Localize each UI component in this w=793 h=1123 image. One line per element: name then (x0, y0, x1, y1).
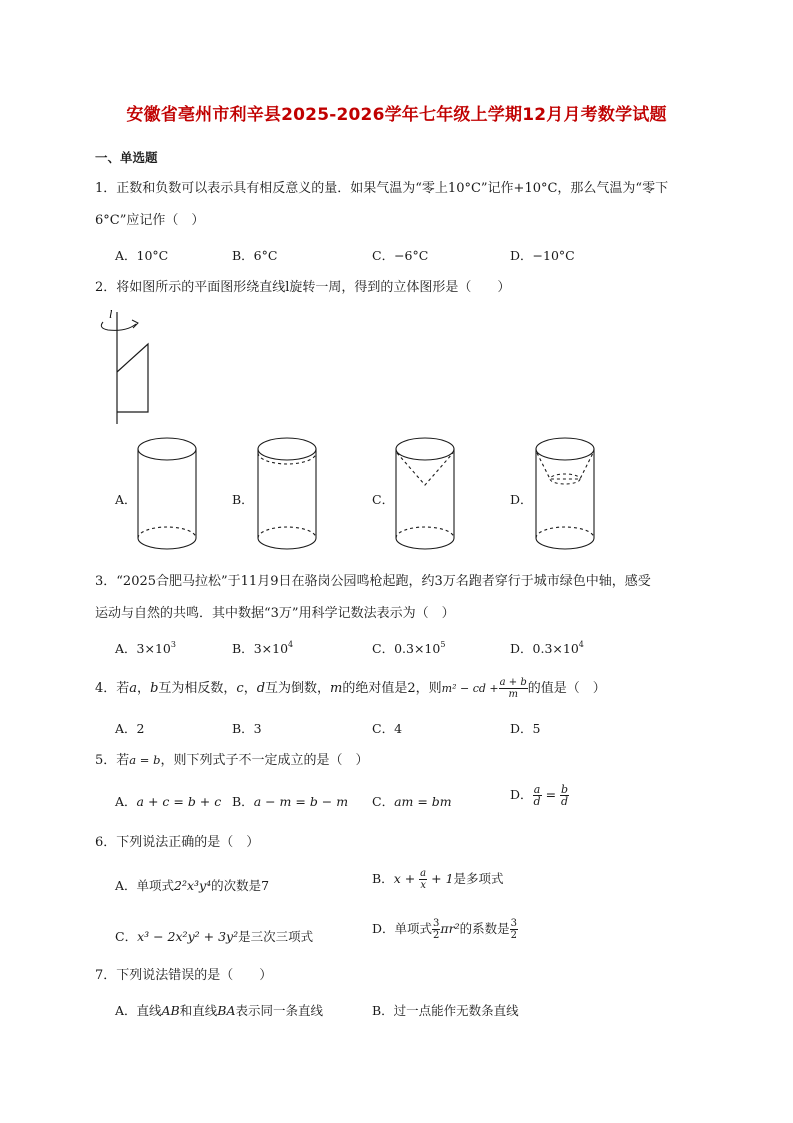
q2-plane-figure (92, 308, 162, 428)
q4-frac-den: m (508, 689, 518, 700)
q6-a-tail: 的次数是7 (211, 878, 270, 893)
q4-var-m: m (330, 681, 343, 696)
q7-option-a[interactable] (115, 1001, 323, 1019)
q5-option-b-label: B． (232, 794, 254, 809)
q3-option-a-exp: 3 (170, 640, 176, 649)
q3-option-d[interactable] (510, 639, 584, 657)
q5-option-c-expr: am = bm (394, 794, 452, 809)
q5-d-num2: b (561, 783, 569, 796)
q7-a-tail: 表示同一条直线 (235, 1003, 323, 1018)
q5-text (95, 751, 368, 770)
q1-option-c[interactable]: C．−6°C (372, 248, 429, 263)
q4-text (95, 677, 606, 700)
q3-text-line1: 3．“2025合肥马拉松”于11月9日在骆岗公园鸣枪起跑，约3万名跑者穿行于城市绿色中轴，感受 (95, 574, 651, 589)
q6-b-label: B． (372, 871, 394, 886)
q4-option-d[interactable]: D．5 (510, 721, 541, 736)
q5-option-b-expr: a − m = b − m (253, 794, 349, 809)
q5-prefix: 5．若 (95, 753, 130, 768)
q5-d-num1: a (533, 783, 541, 796)
document-title: 安徽省亳州市利辛县2025-2026学年七年级上学期12月月考数学试题 (126, 105, 667, 125)
q3-option-a[interactable] (115, 639, 176, 657)
q6-option-b[interactable] (372, 868, 504, 891)
q2-option-a-label[interactable]: A． (115, 492, 137, 507)
q3-option-c-base: 0.3×10 (394, 641, 441, 656)
q2-option-b-label[interactable]: B． (232, 492, 254, 507)
q3-option-a-label: A． (115, 641, 137, 656)
q6-b-den: x (420, 880, 426, 891)
q3-option-d-base: 0.3×10 (532, 641, 579, 656)
q3-option-b-base: 3×10 (253, 641, 289, 656)
q3-option-d-label: D． (510, 641, 533, 656)
q4-var-d: d (256, 681, 266, 696)
q5-option-a[interactable] (115, 792, 221, 810)
q5-d-den1: d (533, 795, 541, 808)
q3-text-line2: 运动与自然的共鸣．其中数据“3万”用科学记数法表示为（ ） (95, 606, 455, 621)
q4-frac-num: a + b (499, 677, 527, 688)
q3-option-b[interactable] (232, 639, 293, 657)
q7-a-ab: AB (161, 1003, 180, 1018)
q6-d-den: 2 (433, 930, 440, 941)
q2-option-a-cylinder[interactable] (136, 435, 198, 555)
q7-a-ba: BA (217, 1003, 236, 1018)
q4-option-a[interactable]: A．2 (115, 721, 145, 736)
q5-option-b[interactable] (232, 792, 348, 810)
q3-option-c-exp: 5 (440, 640, 446, 649)
q4-sep1: ， (137, 681, 151, 696)
q5-d-equals: = (545, 787, 557, 802)
q3-option-d-exp: 4 (578, 640, 584, 649)
q4-var-a: a (129, 681, 138, 696)
q1-text-line1: 1．正数和负数可以表示具有相反意义的量．如果气温为“零上10°C”记作+10°C，那么气温为“零下 (95, 181, 669, 196)
q5-option-c-label: C． (372, 794, 395, 809)
q7-a-label: A．直线 (115, 1003, 162, 1018)
q4-var-c: c (236, 681, 244, 696)
q1-option-d[interactable]: D．−10°C (510, 248, 575, 263)
q4-option-b[interactable]: B．3 (232, 721, 262, 736)
q3-option-a-base: 3×10 (136, 641, 171, 656)
q4-var-b: b (150, 681, 159, 696)
q6-b-pre: x + (393, 871, 416, 886)
q6-d-expr: πr² (440, 921, 460, 936)
q4-mid2: 互为倒数， (265, 681, 331, 696)
q6-d-frac2 (510, 918, 518, 941)
q7-option-b[interactable]: B．过一点能作无数条直线 (372, 1003, 519, 1018)
axis-label-l: l (109, 307, 113, 321)
q5-condition: a = b (129, 753, 161, 767)
q5-d-den2: d (561, 795, 569, 808)
q4-suffix: 的值是（ ） (527, 681, 606, 696)
q4-expression: m² − cd + (441, 682, 499, 695)
q3-option-b-exp: 4 (288, 640, 294, 649)
q7-a-mid: 和直线 (179, 1003, 218, 1018)
q5-option-d[interactable] (510, 784, 569, 807)
q6-b-num: a (420, 868, 427, 879)
q6-d-num2: 3 (510, 918, 517, 929)
q5-option-c[interactable] (372, 792, 452, 810)
q7-text: 7．下列说法错误的是（ ） (95, 968, 273, 983)
q5-option-a-label: A． (115, 794, 137, 809)
q4-fraction (499, 677, 528, 700)
q6-b-frac (419, 868, 427, 891)
q6-d-label: D．单项式 (372, 921, 433, 936)
q3-option-c[interactable] (372, 639, 445, 657)
q2-text: 2．将如图所示的平面图形绕直线l旋转一周，得到的立体图形是（ ） (95, 280, 511, 295)
q6-option-a[interactable] (115, 876, 269, 894)
q6-text: 6．下列说法正确的是（ ） (95, 835, 260, 850)
q6-a-expr: 2²x³y⁴ (174, 878, 212, 893)
q5-option-d-label: D． (510, 787, 533, 802)
q6-b-post: + 1 (431, 871, 454, 886)
q5-d-frac-right (560, 784, 569, 807)
q4-mid3: 的绝对值是2，则 (342, 681, 442, 696)
q6-d-num: 3 (433, 918, 440, 929)
section-heading: 一、单选题 (95, 150, 158, 165)
q6-c-tail: 是三次三项式 (238, 929, 314, 944)
q6-a-label: A．单项式 (115, 878, 175, 893)
q1-text-line2: 6°C”应记作（ ） (95, 213, 205, 228)
q6-d-mid: 的系数是 (459, 921, 510, 936)
q5-option-a-expr: a + c = b + c (136, 794, 222, 809)
q6-d-den2: 2 (510, 930, 517, 941)
q4-option-c[interactable]: C．4 (372, 721, 403, 736)
q2-option-b-cylinder[interactable] (256, 435, 318, 555)
q2-option-c-cylinder[interactable] (394, 435, 456, 555)
q6-c-label: C． (115, 929, 138, 944)
q5-d-frac-left (533, 784, 542, 807)
q1-option-a[interactable]: A．10°C (115, 248, 169, 263)
q1-option-b[interactable]: B．6°C (232, 248, 278, 263)
q6-b-tail: 是多项式 (453, 871, 504, 886)
q6-option-d[interactable] (372, 918, 518, 941)
q5-suffix: ，则下列式子不一定成立的是（ ） (160, 753, 369, 768)
q2-option-c-label[interactable]: C． (372, 492, 395, 507)
q4-mid1: 互为相反数， (158, 681, 237, 696)
q2-option-d-cylinder[interactable] (534, 435, 596, 555)
q2-option-d-label[interactable]: D． (510, 492, 533, 507)
q4-prefix: 4．若 (95, 681, 130, 696)
q3-option-c-label: C． (372, 641, 395, 656)
q6-c-expr: x³ − 2x²y² + 3y² (137, 929, 239, 944)
q4-sep2: ， (243, 681, 257, 696)
q6-option-c[interactable] (115, 927, 313, 945)
q3-option-b-label: B． (232, 641, 254, 656)
